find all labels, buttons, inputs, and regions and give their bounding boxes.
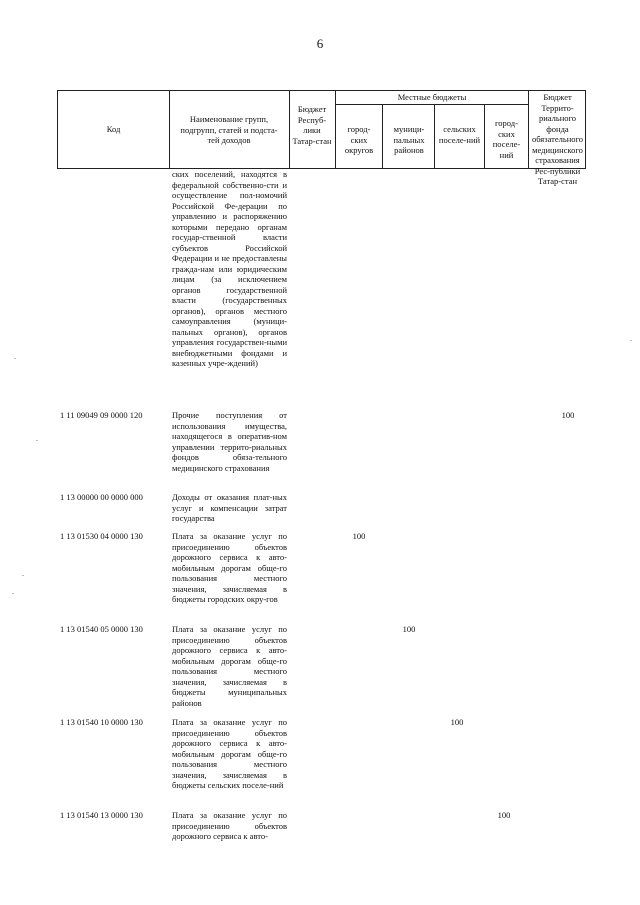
local-budgets-divider [335, 104, 528, 105]
scan-speck [22, 575, 24, 576]
header-top-border [57, 90, 586, 91]
row-code: 1 11 09049 09 0000 120 [60, 410, 143, 420]
header-bottom-border [57, 168, 586, 169]
row-name: Плата за оказание услуг по присоединению объектов дорожного сервиса к авто-мобильным дорогам обще-го пользования местного значения, зачисляемая в бюджеты сельских поселе-ний [172, 717, 287, 790]
row-value: 100 [402, 624, 416, 634]
scan-speck [630, 340, 632, 341]
header-municipal-districts: муници-пальных районов [393, 124, 425, 155]
header-urban-districts: город-ских округов [344, 124, 374, 155]
header-rural-settlements: сельских поселе-ний [438, 124, 481, 145]
header-republic-budget: Бюджет Респуб-лики Татар-стан [292, 104, 332, 146]
row-code: 1 13 01540 05 0000 130 [60, 624, 143, 634]
col-divider-name [289, 90, 290, 169]
row-code: 1 13 00000 00 0000 000 [60, 492, 143, 502]
scan-speck [36, 440, 38, 441]
header-urban-settlements: город-ских поселе-ний [492, 118, 521, 160]
col-right-border [585, 90, 586, 169]
row-name: Прочие поступления от использования имущества, находящегося в оператив-ном управлении террито-риальных фондов обяза-тельного медицинского страхования [172, 410, 287, 473]
col-divider-urban-districts [382, 104, 383, 169]
row-code: 1 13 01530 04 0000 130 [60, 531, 143, 541]
row-code: 1 13 01540 13 0000 130 [60, 810, 143, 820]
row-value: 100 [352, 531, 366, 541]
header-fund: Бюджет Террито-риального фонда обязательного медицинского страхования Рес-публики Татар-стан [531, 92, 584, 186]
col-divider-municipal [434, 104, 435, 169]
row-name: Плата за оказание услуг по присоединению объектов дорожного сервиса к авто-мобильным дорогам обще-го пользования местного значения, зачисляемая в бюджеты городских окру-гов [172, 531, 287, 604]
row-name: Плата за оказание услуг по присоединению объектов дорожного сервиса к авто- [172, 810, 287, 841]
header-code: Код [106, 124, 121, 134]
row-value: 100 [497, 810, 511, 820]
scan-speck [12, 593, 14, 594]
col-divider-fund [528, 90, 529, 169]
page-number: 6 [316, 36, 324, 51]
header-local-budgets: Местные бюджеты [397, 92, 467, 102]
row-value: 100 [450, 717, 464, 727]
row-name: Плата за оказание услуг по присоединению объектов дорожного сервиса к авто-мобильным дорогам обще-го пользования местного значения, зачисляемая в бюджеты муниципальных районов [172, 624, 287, 708]
row-value: 100 [561, 410, 575, 420]
col-divider-rural [484, 104, 485, 169]
row-name: ских поселений, находятся в федеральной собственно-сти и осуществление пол-номочий Российской Фе-дерации по управлению и распоряжению которыми передано органам государ-ственной власти субъектов Российской Федерации и не предоставлены гражда-нам или юридическим лицам (за исключением органов государственной власти (государственных органов), органов местного самоуправления (муници-пальных органов), органов управления государствен-ными внебюджетными фондами и казенных учре-ждений) [172, 169, 287, 368]
header-name: Наименование групп, подгрупп, статей и подста-тей доходов [180, 114, 278, 145]
row-code: 1 13 01540 10 0000 130 [60, 717, 143, 727]
row-name: Доходы от оказания плат-ных услуг и компенсации затрат государства [172, 492, 287, 523]
scan-speck [14, 358, 16, 359]
col-divider-code [169, 90, 170, 169]
